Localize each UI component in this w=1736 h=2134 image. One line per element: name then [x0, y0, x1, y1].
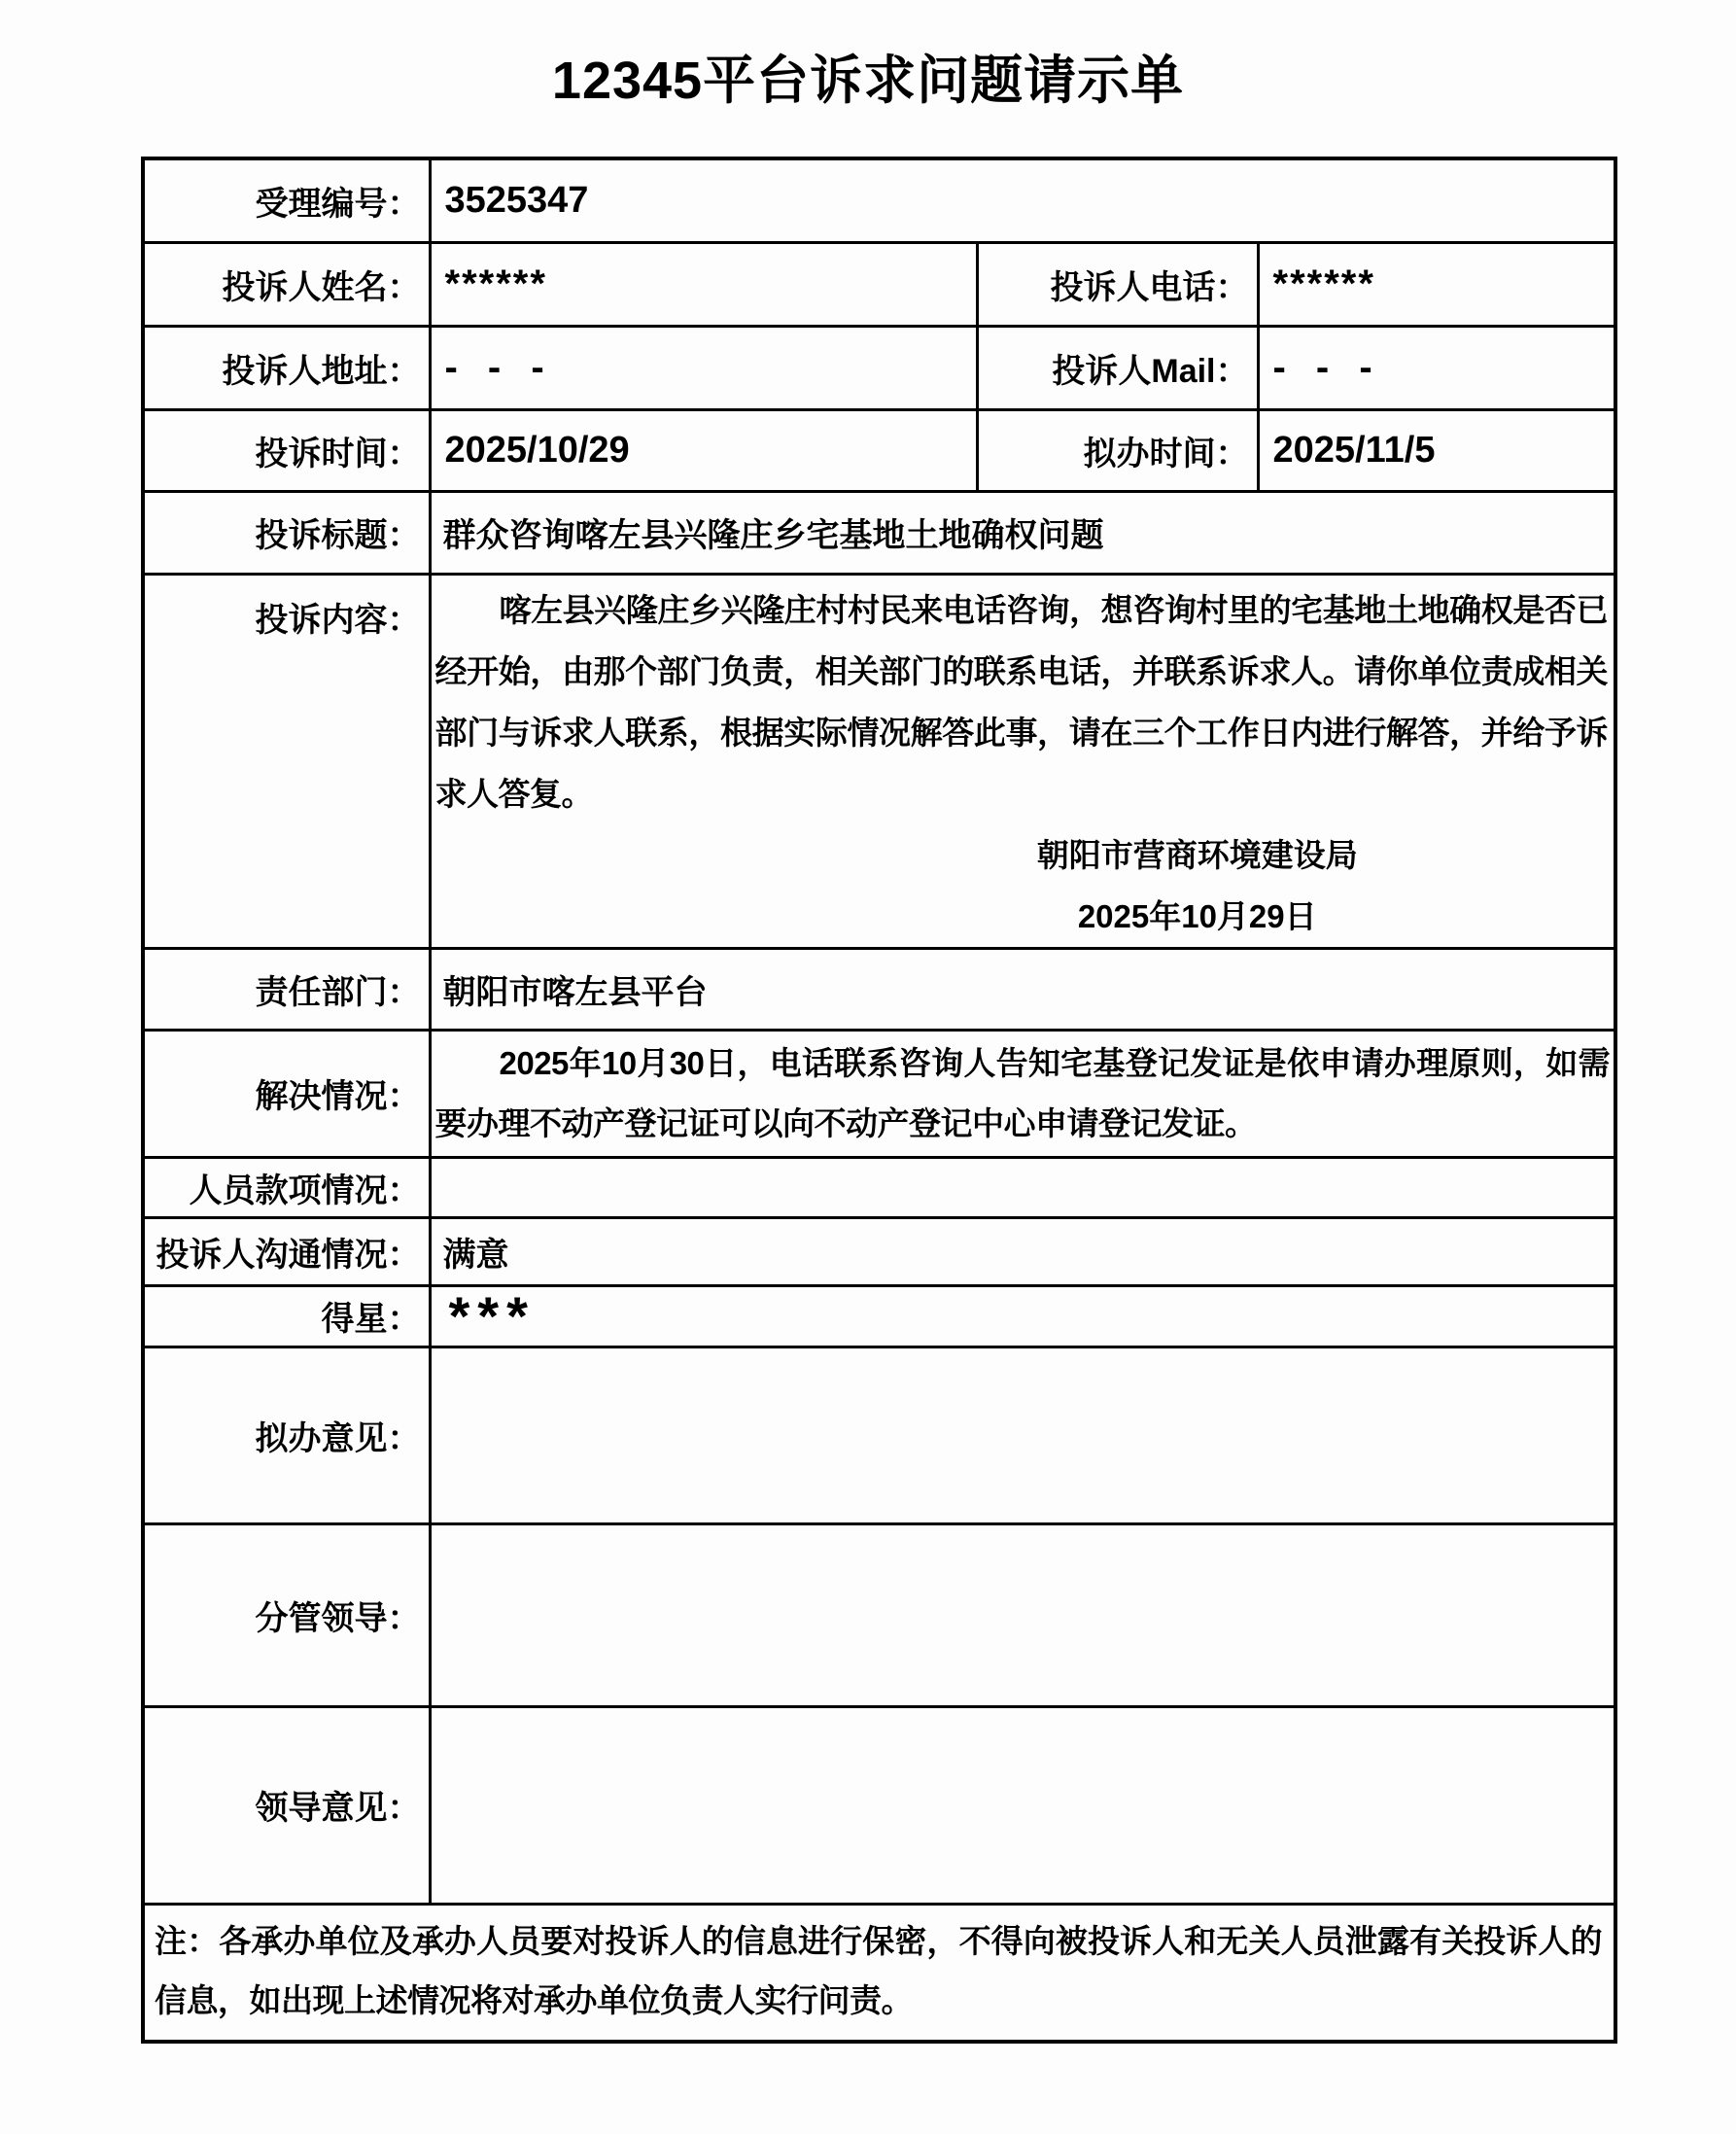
personnel-funds-label: 人员款项情况：	[143, 1157, 430, 1217]
row-stars	[143, 1285, 1615, 1347]
proposed-opinion-value	[430, 1347, 1615, 1523]
star-rating: ***	[430, 1285, 1615, 1347]
row-complaint-title	[143, 491, 1615, 574]
complaint-content-text: 喀左县兴隆庄乡兴隆庄村村民来电话咨询，想咨询村里的宅基地土地确权是否已经开始，由那个部门负责，相关部门的联系电话，并联系诉求人。请你单位责成相关部门与诉求人联系，根据实际情况解答此事，请在三个工作日内进行解答，并给予诉求人答复。	[434, 591, 1609, 812]
row-responsible-dept	[143, 948, 1615, 1030]
page-title: 12345平台诉求问题请示单	[551, 52, 1185, 110]
plan-time-label: 拟办时间：	[977, 409, 1258, 491]
row-personnel-funds	[143, 1157, 1615, 1217]
content-signature-date: 2025年10月29日	[1077, 897, 1317, 934]
leader-opinion-label: 领导意见：	[143, 1706, 430, 1904]
complainant-mail-value: - - -	[1258, 326, 1615, 409]
accept-no-label: 受理编号：	[143, 158, 430, 242]
complainant-name-label: 投诉人姓名：	[143, 242, 430, 326]
complainant-address-label: 投诉人地址：	[143, 326, 430, 409]
resolution-label: 解决情况：	[143, 1030, 430, 1157]
confidentiality-note: 注：各承办单位及承办人员要对投诉人的信息进行保密，不得向被投诉人和无关人员泄露有关投诉人的信息，如出现上述情况将对承办单位负责人实行问责。	[143, 1904, 1615, 2042]
resolution-text: 2025年10月30日，电话联系咨询人告知宅基登记发证是依申请办理原则，如需要办理不动产登记证可以向不动产登记中心申请登记发证。	[434, 1044, 1611, 1141]
row-complainant-address-mail	[143, 326, 1615, 409]
complainant-address-value: - - -	[430, 326, 977, 409]
complainant-mail-label: 投诉人Mail：	[977, 326, 1258, 409]
charge-leader-label: 分管领导：	[143, 1523, 430, 1706]
row-proposed-opinion	[143, 1347, 1615, 1523]
resolution-cell	[430, 1030, 1615, 1157]
plan-time-value: 2025/11/5	[1258, 409, 1615, 491]
complaint-title-label: 投诉标题：	[143, 491, 430, 574]
complaint-content-label: 投诉内容：	[143, 574, 430, 948]
complaint-form-table	[141, 157, 1617, 2044]
content-signature: 朝阳市营商环境建设局	[1036, 836, 1358, 873]
communication-label: 投诉人沟通情况：	[143, 1217, 430, 1285]
row-resolution	[143, 1030, 1615, 1157]
row-leader-opinion	[143, 1706, 1615, 1904]
complainant-phone-label: 投诉人电话：	[977, 242, 1258, 326]
charge-leader-value	[430, 1523, 1615, 1706]
stars-label: 得星：	[143, 1285, 430, 1347]
personnel-funds-value	[430, 1157, 1615, 1217]
complaint-title-value: 群众咨询喀左县兴隆庄乡宅基地土地确权问题	[430, 491, 1615, 574]
row-footer-note	[143, 1904, 1615, 2042]
leader-opinion-value	[430, 1706, 1615, 1904]
row-communication	[143, 1217, 1615, 1285]
responsible-dept-label: 责任部门：	[143, 948, 430, 1030]
proposed-opinion-label: 拟办意见：	[143, 1347, 430, 1523]
accept-no-value: 3525347	[430, 158, 1615, 242]
row-complainant-name-phone	[143, 242, 1615, 326]
row-complaint-content	[143, 574, 1615, 948]
row-charge-leader	[143, 1523, 1615, 1706]
row-accept-no	[143, 158, 1615, 242]
complaint-time-label: 投诉时间：	[143, 409, 430, 491]
complainant-phone-value: ******	[1258, 242, 1615, 326]
responsible-dept-value: 朝阳市喀左县平台	[430, 948, 1615, 1030]
complaint-time-value: 2025/10/29	[430, 409, 977, 491]
complainant-name-value: ******	[430, 242, 977, 326]
complaint-content-cell	[430, 574, 1615, 948]
communication-value: 满意	[430, 1217, 1615, 1285]
row-times	[143, 409, 1615, 491]
